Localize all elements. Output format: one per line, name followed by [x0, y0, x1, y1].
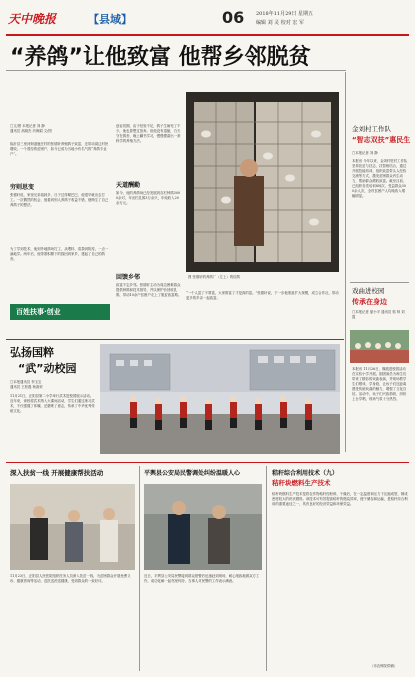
mid-section-rule [6, 339, 344, 340]
health-visit-illustration [10, 484, 135, 570]
sidebar-divider [345, 72, 346, 452]
masthead-rule [6, 34, 409, 36]
newspaper-logo: 天中晚报 [8, 12, 57, 26]
lead-subhead-3: 回馈乡邻 [116, 274, 141, 281]
opera-students-photo [350, 330, 409, 363]
wushu-illustration [100, 344, 340, 454]
sidebar-section-rule [350, 282, 409, 283]
bottom-divider-1 [139, 466, 140, 671]
page-number: 06 [222, 8, 245, 27]
masthead [0, 8, 415, 32]
column-banner [10, 304, 110, 320]
bottom-col1-title: 深入扶贫一线 开展健康帮扶活动 [10, 469, 104, 477]
bottom-section-rule [6, 462, 409, 463]
sidebar2-headline: 传承在身边 [352, 298, 387, 306]
opera-students-illustration [350, 330, 409, 363]
lead-subhead-2: 天道酬勤 [116, 182, 141, 189]
bottom-col2-body: 近日，平舆县公安局民警接到群众报警后迅速赶到现场，耐心细致地做双方工作，成功化解一起邻里纠纷，当事人对民警的工作表示满意。 [144, 574, 260, 583]
lead-para-7: “一个人富了不算富，大家都富了才是真的富。”张德轩说，下一步他准备扩大规模，成立合作社，带动更多的乡亲一起致富。 [186, 291, 339, 300]
pigeon-cage-illustration [186, 92, 339, 272]
sidebar2-byline: □本报记者 晏小平 通讯员 郭 帅 刘 霞 [352, 310, 405, 319]
bottom-divider-2 [266, 466, 267, 671]
lead-photo-caption: 图 张德轩的养鸽厂（左上）的信鸽 [188, 275, 240, 279]
mid-headline: 弘扬国粹 [10, 346, 54, 359]
pigeon-farmer-photo [186, 92, 339, 272]
bottom-col3-source: （市农科院供稿） [370, 664, 398, 668]
bottom-col2-title: 平舆县公安局民警调处纠纷温暖人心 [144, 470, 241, 477]
lead-para-5: 如今，他的养鸽场已经发展到存栏种鸽3000余对，年出栏乳鸽3万余只，年纯收入20余万元。 [116, 191, 181, 205]
editor-line: 编辑 刘 灵 校对 宏 军 [256, 20, 304, 26]
lead-headline: “养鸽”让他致富 他帮乡邻脱贫 [10, 45, 311, 70]
lead-para-6: 致富不忘乡邻。张德轩主动为周边困难群众提供种鸽和技术指导，并以保护价回收乳鸽，带动10余户贫困户走上了脱贫致富路。 [116, 283, 182, 297]
health-visit-photo [10, 484, 135, 570]
lead-para-3: 为了学到技术，他到外地鸽场打工，从喂料、清粪到防疫，一点一滴地学。两年后，他带着积攒下的钱回到家乡，建起了自己的鸽舍。 [10, 247, 109, 261]
mid-headline-2: “武”动校园 [18, 362, 77, 375]
sidebar2-headline-small: 戏曲进校园 [352, 287, 385, 295]
police-mediation-illustration [144, 484, 262, 570]
headline-divider [6, 70, 346, 71]
section-label: 【县域】 [88, 13, 132, 26]
lead-para-4: 创业初期，由于经验不足，鸽子生病死了不少，他也曾想过放弃。但他没有退缩，白天守在鸽舍，晚上翻书学习，慢慢摸索出一套科学的养殖方法。 [116, 124, 181, 143]
issue-date: 2018年11月29日 星期五 [256, 11, 314, 17]
lead-subhead-1: 穷则思变 [10, 184, 35, 191]
lead-para-2: 张德轩说，家里兄弟姐妹多，日子过得紧巴巴，他很早就出去打工。一次偶然的机会，他看到别人养鸽子收益不错，便萌生了自己养鸽子的想法。 [10, 193, 109, 207]
mid-body: 11月21日，正阳县第二小学举行武术进校园展示活动。近年来，该校将武术纳入大课间活动，学生们通过练习武术，不仅强健了体魄，还磨炼了意志，传承了中华优秀传统文化。 [10, 394, 95, 413]
sidebar1-headline: “智志双扶”惠民生 [352, 136, 411, 144]
bottom-col3-title: 秸秆块燃料生产技术 [272, 479, 331, 487]
lead-byline: □文/图 本报记者 刘 静 通讯员 高晓杰 冯海娟 文/图 [10, 124, 52, 133]
bottom-col1-body: 11月23日，正阳县人民医院组织医务人员深入扶贫一线，为贫困群众开展免费义诊、健康咨询等活动，送医送药送健康，受到群众的一致好评。 [10, 574, 131, 583]
bottom-col3-title-small: 秸秆综合利用技术（九） [272, 470, 339, 477]
lead-para-1: 临沂县三里河街道鹿庄村的张德轩养殖鸽子致富，还带动周边村民增收。一个曾经的贫困户，如今已成为当地小有名气的“养鸽专业户”。 [10, 142, 109, 156]
wushu-students-photo [100, 344, 340, 454]
sidebar1-body: 本报讯 今年以来，金刘村驻村工作队坚持扶贫与扶志、扶智相结合，通过开展技能培训、组织致富带头人经验交流等方式，激发贫困群众内生动力，帮助群众增收致富。截至目前，已组织各类培训8场次，受益群众300余人次，全村贫困户人均纯收入增幅明显。 [352, 159, 408, 198]
sidebar1-byline: □本报记者 刘 静 [352, 151, 378, 155]
mid-byline: □本报通讯员 李玉宝 通讯员 王松磊 杨赛荣 [10, 380, 43, 389]
sidebar1-headline-small: 金刘村工作队 [352, 125, 391, 133]
sidebar2-body: 本报讯 11月26日，豫剧进校园活动在实验小学开展。剧团演员为师生们带来了精彩的戏曲表演，并现场教学生们唱戏、学身段，让孩子们近距离感受传统戏曲的魅力，增强了文化自信。活动中，孩子们兴致勃勃，纷纷上台学唱，现场气氛十分热烈。 [352, 367, 407, 401]
banner-label: 百姓扶事·创业 [16, 308, 61, 316]
police-mediation-photo [144, 484, 262, 570]
bottom-col3-body: 秸秆块燃料生产技术是将农作物秸秆经粉碎、干燥后，在一定温度和压力下压缩成型，制成密度较大的块状燃料。该技术可有效提高秸秆的燃烧效率，便于储存和运输，是秸秆综合利用的重要途径之一，具有良好的经济效益和环保效益。 [272, 492, 408, 506]
